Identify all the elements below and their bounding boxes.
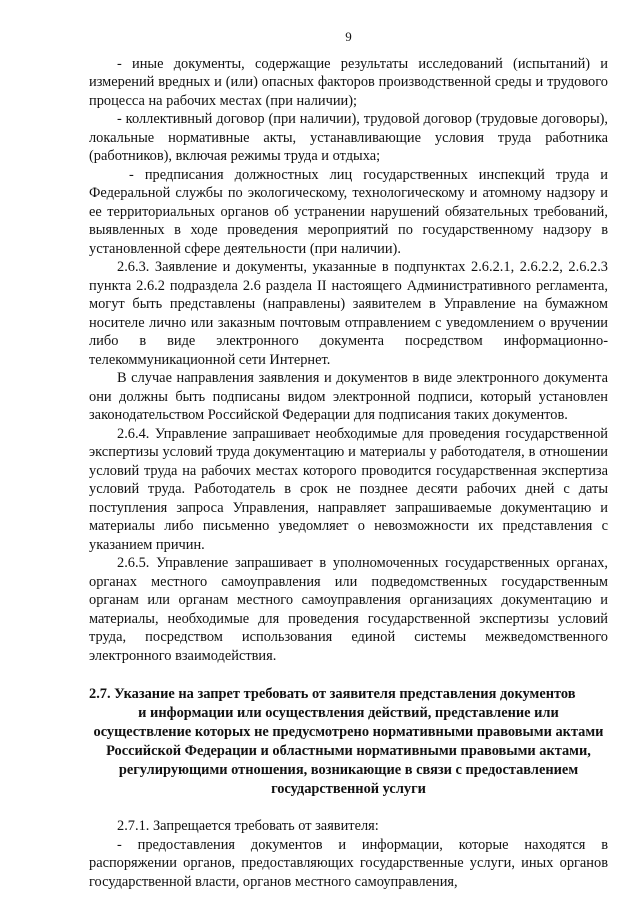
paragraph-2-6-3: 2.6.3. Заявление и документы, указанные в подпунктах 2.6.2.1, 2.6.2.2, 2.6.2.3 пункта 2.6.2 подраздела 2.6 раздела II настоящего Административного регламента, могут быть представлены (направлены) заявителем в Управление на бумажном носителе лично или заказным почтовым отправлением с уведомлением о вручении либо в виде электронного документа посредством информационно-телекоммуникационной сети Интернет. [89, 259, 608, 368]
paragraph-2-6-4: 2.6.4. Управление запрашивает необходимые для проведения государственной экспертизы условий труда документацию и материалы у работодателя, в отношении условий труда на рабочих местах которого проводится государственная экспертиза условий труда. Работодатель в срок не позднее десяти рабочих дней с даты поступления запроса Управления, направляет запрашиваемые документацию и материалы либо письменно уведомляет о невозможности их представления с указанием причин. [89, 425, 608, 553]
section-heading-continuation: и информации или осуществления действий, представление или осуществление которых не предусмотрено нормативными правовыми актами Российской Федерации и областными нормативными правовыми актами, регулирующими отношения, возникающие в связи с предоставлением государственной услуги [93, 705, 604, 797]
paragraph-2-7-1: 2.7.1. Запрещается требовать от заявителя: [117, 818, 379, 834]
section-heading-2-7 [89, 685, 608, 799]
section-heading-first-line: 2.7. Указание на запрет требовать от заявителя представления документов [89, 686, 576, 702]
list-item-documents-in-possession: - предоставления документов и информации, которые находятся в распоряжении органов, предоставляющих государственные услуги, иных органов государственной власти, органов местного самоуправления, [89, 836, 608, 890]
page-number: 9 [345, 29, 352, 44]
list-item-inspection-orders: - предписания должностных лиц государственных инспекций труда и Федеральной службы по экологическому, технологическому и атомному надзору и ее территориальных органов об устранении нарушений обязательных требований, выявленных в ходе проведения мероприятий по государственному надзору в установленной сфере деятельности (при наличии). [89, 166, 608, 257]
paragraph-2-6-5: 2.6.5. Управление запрашивает в уполномоченных государственных органах, органах местного самоуправления или подведомственных государственным органам или органам местного самоуправления организациях документацию и материалы, необходимые для проведения государственной экспертизы условий труда, посредством использования единой системы межведомственного электронного взаимодействия. [89, 555, 608, 664]
list-item-labor-agreements: - коллективный договор (при наличии), трудовой договор (трудовые договоры), локальные нормативные акты, устанавливающие условия труда работника (работников), включая режимы труда и отдыха; [89, 111, 608, 164]
list-item-research-documents: - иные документы, содержащие результаты исследований (испытаний) и измерений вредных и (или) опасных факторов производственной среды и трудового процесса на рабочих местах (при наличии); [89, 55, 608, 109]
paragraph-electronic-signature: В случае направления заявления и документов в виде электронного документа они должны быть подписаны видом электронной подписи, который установлен законодательством Российской Федерации для подписания таких документов. [89, 370, 608, 423]
